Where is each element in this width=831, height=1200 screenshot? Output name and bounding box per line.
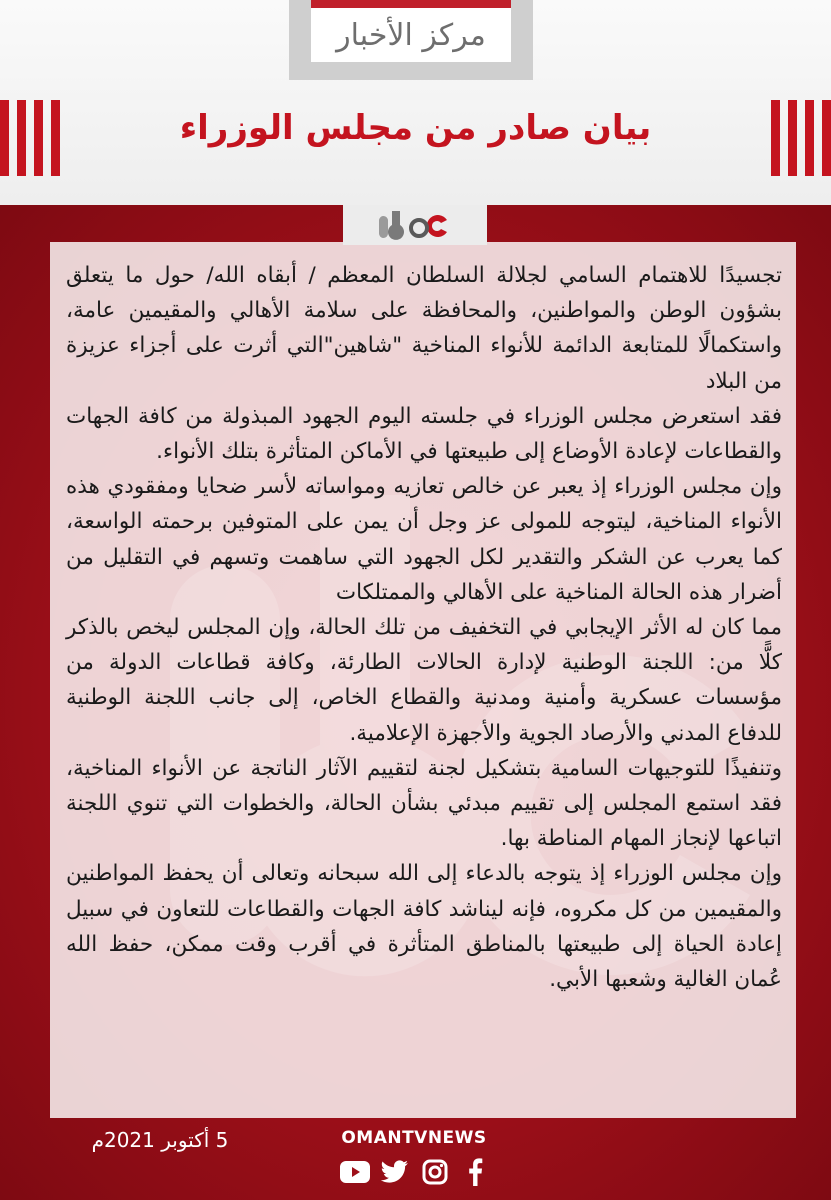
youtube-icon[interactable]	[339, 1156, 371, 1188]
statement-paragraph: وتنفيذًا للتوجيهات السامية بتشكيل لجنة لتقييم الآثار الناتجة عن الأنواء المناخية، فقد استمع المجلس إلى تقييم مبدئي بشأن الحالة، والخطوات التي تنوي اللجنة اتباعها لإنجاز المهام المناطة بها.	[66, 755, 782, 852]
statement-body	[66, 258, 782, 1108]
social-handle: OMANTVNEWS	[341, 1128, 487, 1148]
statement-paragraph: تجسيدًا للاهتمام السامي لجلالة السلطان المعظم / أبقاه الله/ حول ما يتعلق بشؤون الوطن والمواطنين، والمحافظة على سلامة الأهالي والمقيمين عامة، واستكمالًا للمتابعة الدائمة للأنواء المناخية "شاهين"التي أثرت على أجزاء عزيزة من البلاد	[66, 263, 782, 394]
omantv-logo-icon	[375, 208, 455, 242]
statement-paragraph: فقد استعرض مجلس الوزراء في جلسته اليوم الجهود المبذولة من كافة الجهات والقطاعات لإعادة الأوضاع إلى طبيعتها في الأماكن المتأثرة بتلك الأنواء.	[66, 403, 782, 465]
decorative-stripes-right	[771, 100, 831, 176]
section-tab	[289, 0, 533, 80]
decorative-stripes-left	[0, 100, 60, 176]
publish-date: 5 أكتوبر 2021م	[91, 1128, 229, 1152]
statement-paragraph: مما كان له الأثر الإيجابي في التخفيف من تلك الحالة، وإن المجلس ليخص بالذكر كلًّا من: اللجنة الوطنية لإدارة الحالات الطارئة، وكافة قطاعات الدولة من مؤسسات عسكرية وأمنية ومدنية والقطاع الخاص، إلى جانب اللجنة الوطنية للدفاع المدني والأرصاد الجوية والأجهزة الإعلامية.	[66, 615, 782, 746]
statement-paragraph: وإن مجلس الوزراء إذ يعبر عن خالص تعازيه ومواساته لأسر ضحايا ومفقودي هذه الأنواء المناخية، ليتوجه للمولى عز وجل أن يمن على المتوفين برحمته الواسعة، كما يعرب عن الشكر والتقدير لكل الجهود التي ساهمت وتسهم في التقليل من أضرار هذه الحالة المناخية على الأهالي والممتلكات	[66, 474, 782, 605]
section-tab-accent	[311, 0, 511, 8]
twitter-icon[interactable]	[379, 1156, 411, 1188]
section-tab-label: مركز الأخبار	[311, 8, 511, 62]
social-icons	[339, 1155, 491, 1189]
logo-tab	[343, 205, 487, 245]
page-title: بيان صادر من مجلس الوزراء	[179, 108, 652, 148]
instagram-icon[interactable]	[419, 1156, 451, 1188]
statement-paragraph: وإن مجلس الوزراء إذ يتوجه بالدعاء إلى الله سبحانه وتعالى أن يحفظ المواطنين والمقيمين من كل مكروه، فإنه ليناشد كافة الجهات والقطاعات للتعاون في سبيل إعادة الحياة إلى طبيعتها بالمناطق المتأثرة في أقرب وقت ممكن، حفظ الله عُمان الغالية وشعبها الأبي.	[66, 861, 782, 993]
facebook-icon[interactable]	[459, 1156, 491, 1188]
